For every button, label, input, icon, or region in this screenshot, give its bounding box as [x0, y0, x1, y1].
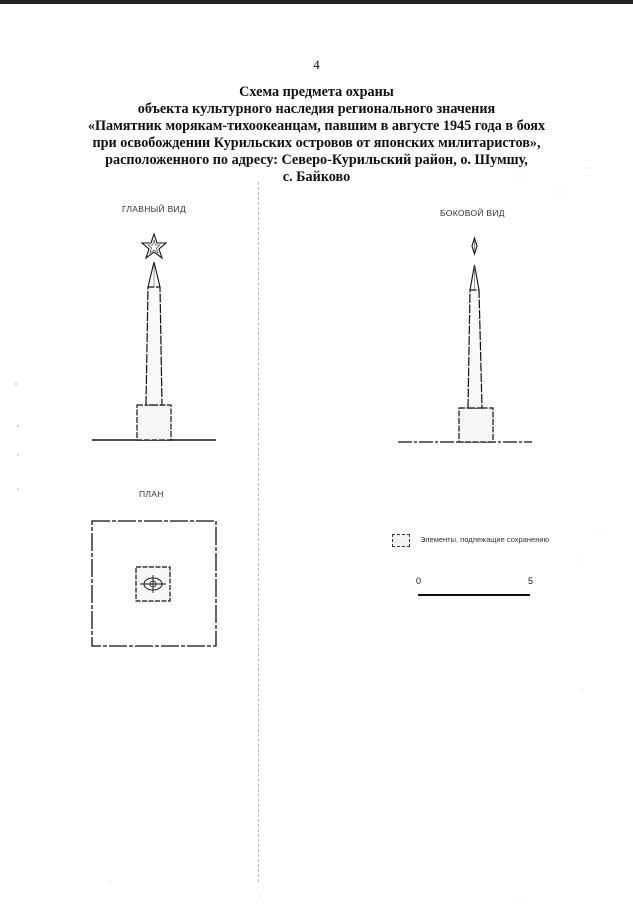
- scale-start-label: 0: [416, 576, 422, 586]
- scale-end-label: 5: [527, 576, 533, 586]
- title-line: при освобождении Курильских островов от японских милитаристов»,: [92, 135, 541, 151]
- front-view-monument: [92, 234, 216, 440]
- scale-line: [418, 594, 530, 596]
- side-view-monument: [398, 238, 532, 442]
- side-pedestal: [459, 408, 493, 442]
- scan-noise: [15, 167, 601, 900]
- star-icon: [142, 234, 166, 258]
- legend-swatch: [392, 534, 410, 547]
- side-obelisk-shaft: [468, 290, 482, 408]
- plan-view: [92, 521, 216, 646]
- plan-view-caption: ПЛАН: [139, 489, 164, 499]
- title-line: «Памятник морякам-тихоокеанцам, павшим в августе 1945 года в боях: [87, 118, 546, 134]
- title-line: объекта культурного наследия регионального значения: [137, 101, 496, 117]
- star-inner-icon: [148, 240, 160, 253]
- title-line: с. Байково: [282, 169, 351, 185]
- title-line: расположенного по адресу: Северо-Курильский район, о. Шумшу,: [105, 152, 528, 168]
- title-line: Схема предмета охраны: [239, 84, 394, 100]
- front-obelisk-shaft: [146, 287, 162, 405]
- front-view-caption: ГЛАВНЫЙ ВИД: [122, 204, 187, 214]
- page-number: 4: [313, 57, 320, 72]
- scale-bar: [412, 576, 537, 600]
- front-pedestal: [137, 405, 171, 440]
- side-view-caption: БОКОВОЙ ВИД: [440, 208, 505, 218]
- legend-label: Элементы, подлежащие сохранению: [420, 535, 550, 544]
